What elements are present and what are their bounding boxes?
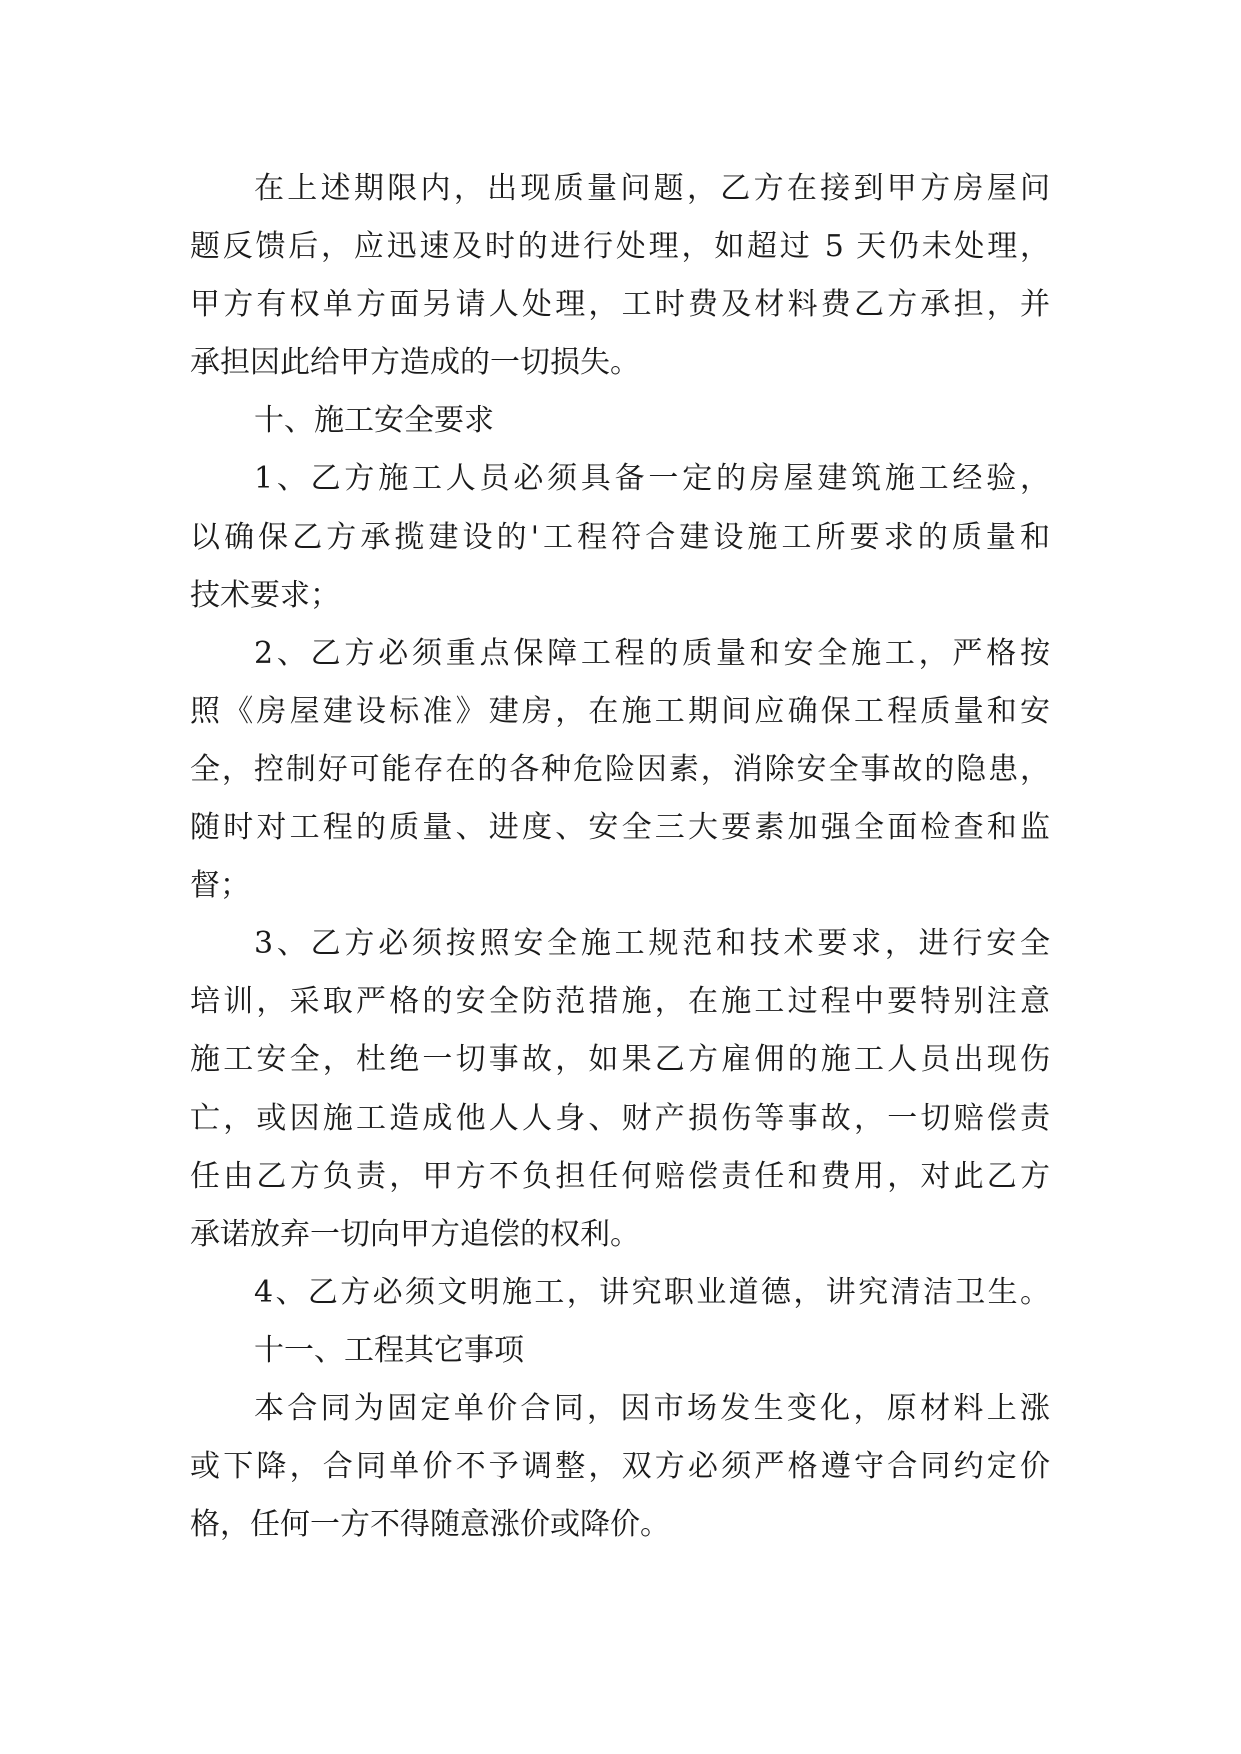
section-heading: 十一、工程其它事项 (254, 1332, 524, 1368)
text-line: 在上述期限内，出现质量问题，乙方在接到甲方房屋问 (254, 171, 1050, 206)
text-line: 题反馈后，应迅速及时的进行处理，如超过 5 天仍未处理， (190, 229, 1050, 265)
text-line: 格，任何一方不得随意涨价或降价。 (190, 1507, 670, 1543)
text-line: 承诺放弃一切向甲方追偿的权利。 (190, 1216, 640, 1252)
text-line: 3、乙方必须按照安全施工规范和技术要求，进行安全 (254, 926, 1050, 962)
text-line: 照《房屋建设标准》建房，在施工期间应确保工程质量和安 (190, 693, 1050, 729)
text-line: 1、乙方施工人员必须具备一定的房屋建筑施工经验， (254, 461, 1050, 497)
text-line: 2、乙方必须重点保障工程的质量和安全施工，严格按 (254, 635, 1050, 671)
text-line: 培训，采取严格的安全防范措施，在施工过程中要特别注意 (190, 984, 1050, 1020)
text-line: 承担因此给甲方造成的一切损失。 (190, 345, 640, 381)
text-line: 全，控制好可能存在的各种危险因素，消除安全事故的隐患， (190, 751, 1050, 787)
text-line: 督； (190, 868, 250, 904)
text-line: 技术要求； (190, 577, 340, 613)
text-line: 甲方有权单方面另请人处理，工时费及材料费乙方承担，并 (190, 287, 1050, 323)
text-line: 4、乙方必须文明施工，讲究职业道德，讲究清洁卫生。 (254, 1274, 1050, 1310)
text-line: 施工安全，杜绝一切事故，如果乙方雇佣的施工人员出现伤 (190, 1042, 1050, 1078)
text-line: 亡，或因施工造成他人人身、财产损伤等事故，一切赔偿责 (190, 1100, 1050, 1136)
text-line: 随时对工程的质量、进度、安全三大要素加强全面检查和监 (190, 810, 1050, 846)
document-body (190, 160, 1050, 1554)
text-line: 任由乙方负责，甲方不负担任何赔偿责任和费用，对此乙方 (190, 1158, 1050, 1194)
section-heading: 十、施工安全要求 (254, 403, 494, 439)
text-line: 以确保乙方承揽建设的'工程符合建设施工所要求的质量和 (190, 519, 1050, 555)
text-line: 本合同为固定单价合同，因市场发生变化，原材料上涨 (254, 1390, 1050, 1426)
text-line: 或下降，合同单价不予调整，双方必须严格遵守合同约定价 (190, 1449, 1050, 1485)
